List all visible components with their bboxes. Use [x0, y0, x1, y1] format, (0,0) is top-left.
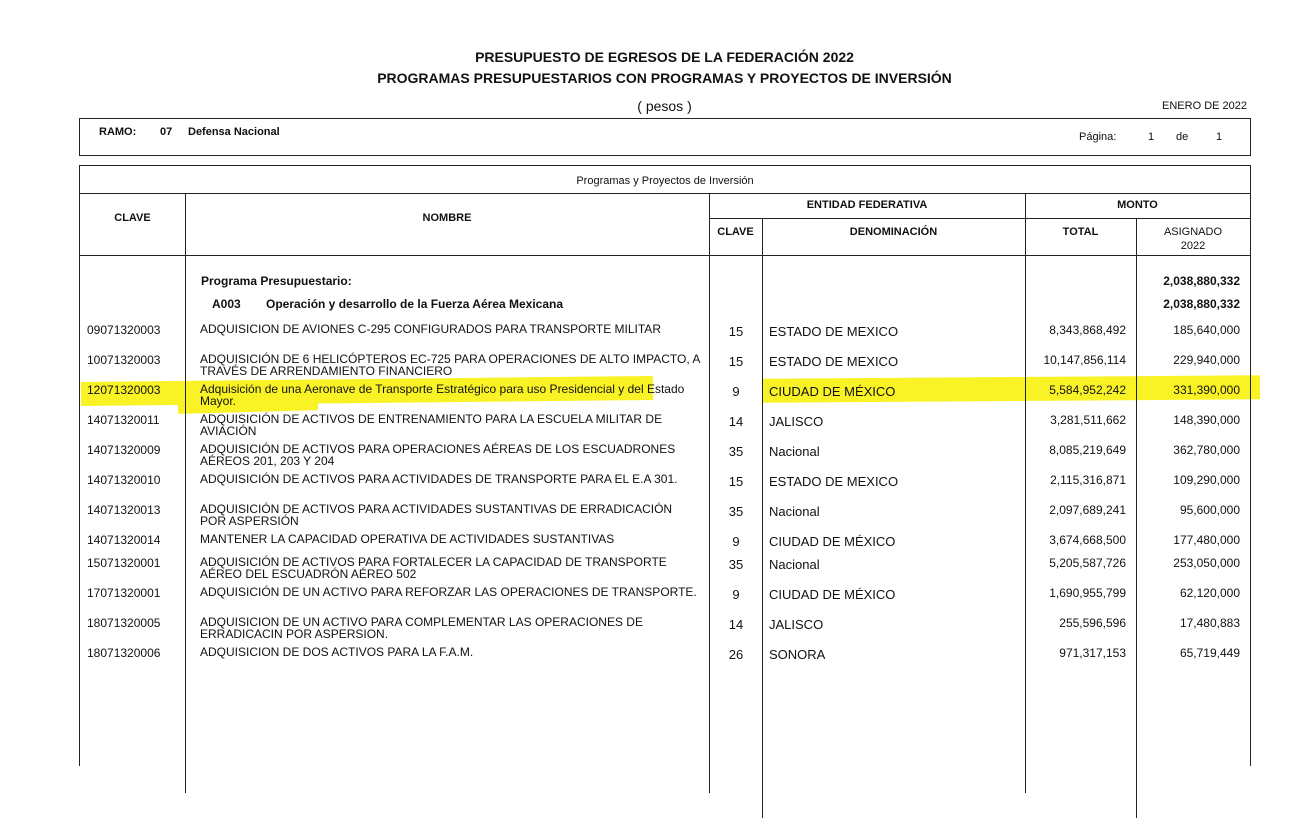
document-title: PRESUPUESTO DE EGRESOS DE LA FEDERACIÓN 2022 — [475, 49, 854, 65]
ramo-box — [79, 118, 1251, 156]
program-amount: 2,038,880,332 — [1163, 297, 1240, 311]
row-total: 1,690,955,799 — [1049, 586, 1126, 600]
ramo-label: RAMO: — [99, 126, 137, 138]
units-label: ( pesos ) — [637, 98, 692, 114]
row-denominacion: ESTADO DE MEXICO — [769, 324, 899, 339]
row-asignado: 95,600,000 — [1179, 503, 1240, 517]
row-denominacion: Nacional — [769, 504, 820, 519]
row-total: 255,596,596 — [1059, 616, 1126, 630]
row-clave: 14071320010 — [87, 473, 161, 487]
row-nombre: Adquisición de una Aeronave de Transporte Estratégico para uso Presidencial y del Estado Mayor. — [200, 382, 685, 408]
row-clave: 14071320009 — [87, 443, 161, 457]
row-denominacion: SONORA — [769, 647, 826, 662]
row-denominacion: CIUDAD DE MÉXICO — [769, 384, 896, 399]
sub-total-header: TOTAL — [1062, 226, 1099, 238]
row-nombre: ADQUISICION DE AVIONES C-295 CONFIGURADOS PARA TRANSPORTE MILITAR — [200, 322, 661, 336]
row-clave: 10071320003 — [87, 353, 161, 367]
row-total: 3,674,668,500 — [1049, 533, 1126, 547]
row-total: 5,584,952,242 — [1049, 383, 1126, 397]
row-total: 2,097,689,241 — [1049, 503, 1126, 517]
page-label: Página: — [1079, 131, 1117, 143]
row-entidad-clave: 26 — [728, 647, 744, 662]
row-denominacion: CIUDAD DE MÉXICO — [769, 534, 896, 549]
date-label: ENERO DE 2022 — [1162, 100, 1247, 112]
row-denominacion: ESTADO DE MEXICO — [769, 354, 899, 369]
row-denominacion: JALISCO — [769, 414, 824, 429]
row-asignado: 177,480,000 — [1173, 533, 1240, 547]
row-entidad-clave: 35 — [728, 444, 744, 459]
row-clave: 14071320011 — [87, 413, 160, 427]
row-denominacion: ESTADO DE MEXICO — [769, 474, 899, 489]
row-nombre: ADQUISICIÓN DE UN ACTIVO PARA REFORZAR LAS OPERACIONES DE TRANSPORTE. — [200, 585, 697, 599]
row-entidad-clave: 9 — [732, 384, 740, 399]
row-asignado: 65,719,449 — [1179, 646, 1240, 660]
row-entidad-clave: 15 — [728, 324, 744, 339]
row-denominacion: Nacional — [769, 444, 820, 459]
col-nombre-header: NOMBRE — [422, 212, 472, 224]
row-denominacion: Nacional — [769, 557, 820, 572]
row-entidad-clave: 9 — [732, 534, 740, 549]
row-entidad-clave: 14 — [728, 617, 744, 632]
row-entidad-clave: 35 — [728, 504, 744, 519]
row-nombre: ADQUISICIÓN DE ACTIVOS PARA ACTIVIDADES SUSTANTIVAS DE ERRADICACIÓN POR ASPERSIÓN — [200, 502, 673, 528]
row-nombre: ADQUISICION DE UN ACTIVO PARA COMPLEMENTAR LAS OPERACIONES DE ERRADICACIN POR ASPERSION. — [200, 615, 643, 641]
ramo-name: Defensa Nacional — [188, 126, 280, 138]
row-asignado: 229,940,000 — [1173, 353, 1240, 367]
row-nombre: ADQUISICION DE DOS ACTIVOS PARA LA F.A.M. — [200, 645, 474, 659]
group-header: Programas y Proyectos de Inversión — [576, 175, 754, 187]
row-nombre: MANTENER LA CAPACIDAD OPERATIVA DE ACTIVIDADES SUSTANTIVAS — [200, 532, 615, 546]
row-asignado: 148,390,000 — [1173, 413, 1240, 427]
row-asignado: 62,120,000 — [1179, 586, 1240, 600]
row-clave: 14071320013 — [87, 503, 161, 517]
program-label-amount: 2,038,880,332 — [1163, 274, 1240, 288]
row-asignado: 185,640,000 — [1173, 323, 1240, 337]
row-nombre: ADQUISICIÓN DE ACTIVOS PARA ACTIVIDADES DE TRANSPORTE PARA EL E.A 301. — [200, 472, 678, 486]
page-count: 1 — [1216, 131, 1223, 143]
col-clave-header: CLAVE — [114, 212, 151, 224]
row-nombre: ADQUISICIÓN DE 6 HELICÓPTEROS EC-725 PARA OPERACIONES DE ALTO IMPACTO, A TRAVÉS DE ARRENDAMIENTO FINANCIERO — [200, 352, 700, 378]
row-asignado: 331,390,000 — [1173, 383, 1240, 397]
row-clave: 18071320006 — [87, 646, 161, 660]
row-total: 3,281,511,662 — [1050, 413, 1126, 427]
row-entidad-clave: 35 — [728, 557, 744, 572]
row-entidad-clave: 9 — [732, 587, 740, 602]
sub-clave-header: CLAVE — [717, 226, 754, 238]
page-of-label: de — [1176, 131, 1189, 143]
row-nombre: ADQUISICIÓN DE ACTIVOS PARA FORTALECER LA CAPACIDAD DE TRANSPORTE AÉREO DEL ESCUADRÓN AÉREO 502 — [200, 555, 667, 581]
row-asignado: 362,780,000 — [1173, 443, 1240, 457]
row-clave: 18071320005 — [87, 616, 161, 630]
row-total: 8,085,219,649 — [1049, 443, 1126, 457]
row-clave: 17071320001 — [87, 586, 161, 600]
row-total: 8,343,868,492 — [1049, 323, 1126, 337]
row-clave: 14071320014 — [87, 533, 161, 547]
row-denominacion: JALISCO — [769, 617, 824, 632]
row-asignado: 253,050,000 — [1173, 556, 1240, 570]
col-entidad-header: ENTIDAD FEDERATIVA — [806, 199, 928, 211]
row-clave: 15071320001 — [87, 556, 161, 570]
program-name: Operación y desarrollo de la Fuerza Aérea Mexicana — [266, 297, 564, 311]
row-clave: 09071320003 — [87, 323, 161, 337]
document-subtitle: PROGRAMAS PRESUPUESTARIOS CON PROGRAMAS Y PROYECTOS DE INVERSIÓN — [377, 70, 952, 86]
row-total: 971,317,153 — [1059, 646, 1126, 660]
row-nombre: ADQUISICIÓN DE ACTIVOS PARA OPERACIONES AÉREAS DE LOS ESCUADRONES AÉREOS 201, 203 Y 204 — [200, 442, 676, 468]
row-total: 2,115,316,871 — [1050, 473, 1126, 487]
row-total: 5,205,587,726 — [1049, 556, 1126, 570]
row-total: 10,147,856,114 — [1043, 353, 1126, 367]
sub-denominacion-header: DENOMINACIÓN — [849, 226, 938, 238]
col-monto-header: MONTO — [1117, 199, 1158, 211]
row-nombre: ADQUISICIÓN DE ACTIVOS DE ENTRENAMIENTO PARA LA ESCUELA MILITAR DE AVIACIÓN — [200, 412, 663, 438]
row-asignado: 109,290,000 — [1173, 473, 1240, 487]
sub-asignado-year: 2022 — [1180, 240, 1206, 252]
row-denominacion: CIUDAD DE MÉXICO — [769, 587, 896, 602]
row-entidad-clave: 15 — [728, 354, 744, 369]
program-code: A003 — [212, 297, 241, 311]
program-label: Programa Presupuestario: — [201, 274, 352, 288]
row-asignado: 17,480,883 — [1179, 616, 1240, 630]
row-entidad-clave: 15 — [728, 474, 744, 489]
page-number: 1 — [1148, 131, 1155, 143]
ramo-number: 07 — [160, 126, 173, 138]
sub-asignado-header: ASIGNADO — [1163, 226, 1223, 238]
row-entidad-clave: 14 — [728, 414, 744, 429]
row-clave: 12071320003 — [87, 383, 161, 397]
